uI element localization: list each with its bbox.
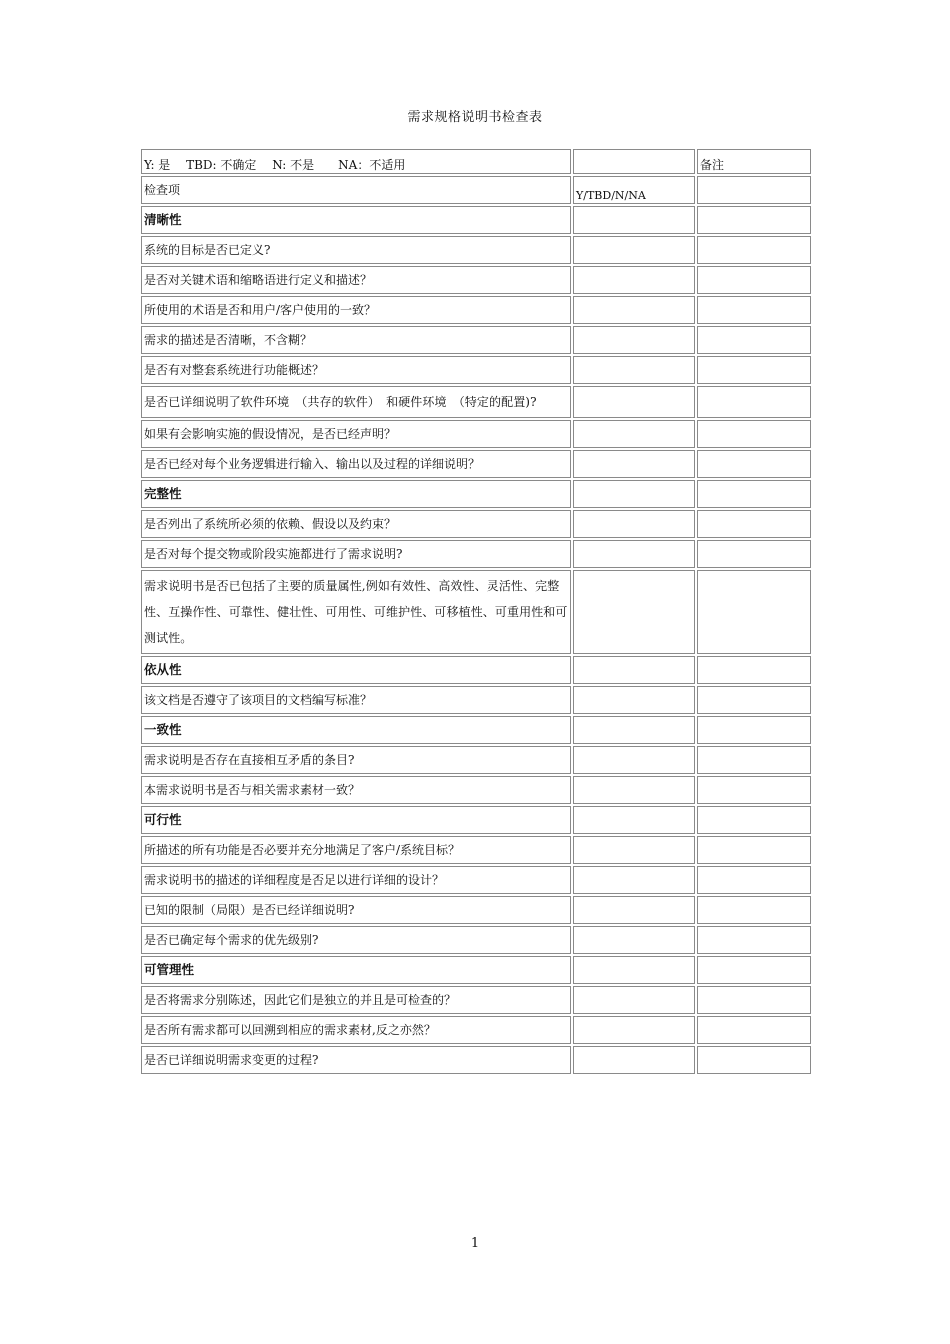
requirements-checklist-table <box>139 147 813 1076</box>
table-row <box>141 386 811 418</box>
section-row <box>141 716 811 744</box>
remarks-cell[interactable] <box>697 686 811 714</box>
section-row <box>141 480 811 508</box>
check-item-text: 是否所有需求都可以回溯到相应的需求素材,反之亦然？ <box>141 1016 571 1044</box>
check-item-text: 是否列出了系统所必须的依赖、假设以及约束？ <box>141 510 571 538</box>
remarks-cell[interactable] <box>697 206 811 234</box>
table-row <box>141 926 811 954</box>
table-row <box>141 236 811 264</box>
check-item-text: 需求说明书的描述的详细程度是否足以进行详细的设计？ <box>141 866 571 894</box>
check-item-text: 需求说明书是否已包括了主要的质量属性,例如有效性、高效性、灵活性、完整性、互操作性、可靠性、健壮性、可用性、可维护性、可移植性、可重用性和可测试性。 <box>141 570 571 654</box>
remarks-header: 备注 <box>697 149 811 174</box>
answer-cell[interactable] <box>573 926 695 954</box>
check-item-text: 是否已确定每个需求的优先级别? <box>141 926 571 954</box>
table-row <box>141 420 811 448</box>
legend-text: Y: 是 TBD: 不确定 N: 不是 NA：不适用 <box>141 149 571 174</box>
remarks-cell[interactable] <box>697 386 811 418</box>
table-row <box>141 776 811 804</box>
section-row <box>141 206 811 234</box>
check-item-text: 需求的描述是否清晰，不含糊？ <box>141 326 571 354</box>
check-item-text: 是否已经对每个业务逻辑进行输入、输出以及过程的详细说明？ <box>141 450 571 478</box>
check-item-text: 所使用的术语是否和用户/客户使用的一致？ <box>141 296 571 324</box>
answer-cell[interactable] <box>573 236 695 264</box>
table-row <box>141 510 811 538</box>
section-row <box>141 956 811 984</box>
table-row <box>141 986 811 1014</box>
answer-cell[interactable] <box>573 746 695 774</box>
remarks-cell[interactable] <box>697 1016 811 1044</box>
remarks-header-blank <box>697 176 811 204</box>
check-item-header: 检查项 <box>141 176 571 204</box>
answer-cell[interactable] <box>573 866 695 894</box>
remarks-cell[interactable] <box>697 746 811 774</box>
table-row <box>141 866 811 894</box>
answer-cell[interactable] <box>573 420 695 448</box>
check-item-text: 系统的目标是否已定义? <box>141 236 571 264</box>
section-heading: 完整性 <box>141 480 571 508</box>
legend-col2 <box>573 149 695 174</box>
answer-cell[interactable] <box>573 386 695 418</box>
remarks-cell[interactable] <box>697 806 811 834</box>
table-row <box>141 266 811 294</box>
check-item-text: 是否对每个提交物或阶段实施都进行了需求说明? <box>141 540 571 568</box>
remarks-cell[interactable] <box>697 480 811 508</box>
answer-cell[interactable] <box>573 326 695 354</box>
table-row <box>141 896 811 924</box>
remarks-cell[interactable] <box>697 986 811 1014</box>
remarks-cell[interactable] <box>697 866 811 894</box>
section-heading: 一致性 <box>141 716 571 744</box>
answer-cell[interactable] <box>573 656 695 684</box>
answer-header: Y/TBD/N/NA <box>573 176 695 204</box>
check-item-text: 所描述的所有功能是否必要并充分地满足了客户/系统目标？ <box>141 836 571 864</box>
answer-cell[interactable] <box>573 806 695 834</box>
table-row <box>141 450 811 478</box>
check-item-text: 该文档是否遵守了该项目的文档编写标准？ <box>141 686 571 714</box>
remarks-cell[interactable] <box>697 356 811 384</box>
answer-cell[interactable] <box>573 540 695 568</box>
remarks-cell[interactable] <box>697 926 811 954</box>
check-item-text: 如果有会影响实施的假设情况，是否已经声明？ <box>141 420 571 448</box>
answer-cell[interactable] <box>573 776 695 804</box>
remarks-cell[interactable] <box>697 326 811 354</box>
table-row <box>141 570 811 654</box>
remarks-cell[interactable] <box>697 1046 811 1074</box>
remarks-cell[interactable] <box>697 570 811 654</box>
page-number: 1 <box>470 1236 480 1251</box>
remarks-cell[interactable] <box>697 266 811 294</box>
table-row <box>141 356 811 384</box>
answer-cell[interactable] <box>573 1016 695 1044</box>
table-row <box>141 326 811 354</box>
remarks-cell[interactable] <box>697 956 811 984</box>
answer-cell[interactable] <box>573 686 695 714</box>
check-item-text: 是否有对整套系统进行功能概述？ <box>141 356 571 384</box>
header-row <box>141 176 811 204</box>
table-row <box>141 296 811 324</box>
answer-cell[interactable] <box>573 480 695 508</box>
table-row <box>141 746 811 774</box>
answer-cell[interactable] <box>573 986 695 1014</box>
remarks-cell[interactable] <box>697 656 811 684</box>
check-item-text: 是否对关键术语和缩略语进行定义和描述？ <box>141 266 571 294</box>
section-heading: 依从性 <box>141 656 571 684</box>
table-row <box>141 1046 811 1074</box>
answer-cell[interactable] <box>573 510 695 538</box>
answer-cell[interactable] <box>573 896 695 924</box>
remarks-cell[interactable] <box>697 716 811 744</box>
answer-cell[interactable] <box>573 356 695 384</box>
document-title: 需求规格说明书检查表 <box>407 110 543 125</box>
section-row <box>141 806 811 834</box>
section-heading: 清晰性 <box>141 206 571 234</box>
check-item-text: 是否已详细说明需求变更的过程? <box>141 1046 571 1074</box>
remarks-cell[interactable] <box>697 236 811 264</box>
check-item-text: 是否已详细说明了软件环境 （共存的软件） 和硬件环境 （特定的配置)? <box>141 386 571 418</box>
table-row <box>141 836 811 864</box>
answer-cell[interactable] <box>573 836 695 864</box>
section-heading: 可管理性 <box>141 956 571 984</box>
remarks-cell[interactable] <box>697 450 811 478</box>
remarks-cell[interactable] <box>697 896 811 924</box>
remarks-cell[interactable] <box>697 836 811 864</box>
answer-cell[interactable] <box>573 716 695 744</box>
answer-cell[interactable] <box>573 266 695 294</box>
answer-cell[interactable] <box>573 956 695 984</box>
answer-cell[interactable] <box>573 450 695 478</box>
remarks-cell[interactable] <box>697 540 811 568</box>
remarks-cell[interactable] <box>697 776 811 804</box>
remarks-cell[interactable] <box>697 510 811 538</box>
check-item-text: 本需求说明书是否与相关需求素材一致？ <box>141 776 571 804</box>
section-heading: 可行性 <box>141 806 571 834</box>
table-row <box>141 686 811 714</box>
remarks-cell[interactable] <box>697 420 811 448</box>
table-row <box>141 540 811 568</box>
check-item-text: 需求说明是否存在直接相互矛盾的条目? <box>141 746 571 774</box>
remarks-cell[interactable] <box>697 296 811 324</box>
answer-cell[interactable] <box>573 1046 695 1074</box>
check-item-text: 已知的限制（局限）是否已经详细说明? <box>141 896 571 924</box>
section-row <box>141 656 811 684</box>
answer-cell[interactable] <box>573 570 695 654</box>
check-item-text: 是否将需求分别陈述，因此它们是独立的并且是可检查的？ <box>141 986 571 1014</box>
answer-cell[interactable] <box>573 206 695 234</box>
table-row <box>141 1016 811 1044</box>
legend-row <box>141 149 811 174</box>
answer-cell[interactable] <box>573 296 695 324</box>
